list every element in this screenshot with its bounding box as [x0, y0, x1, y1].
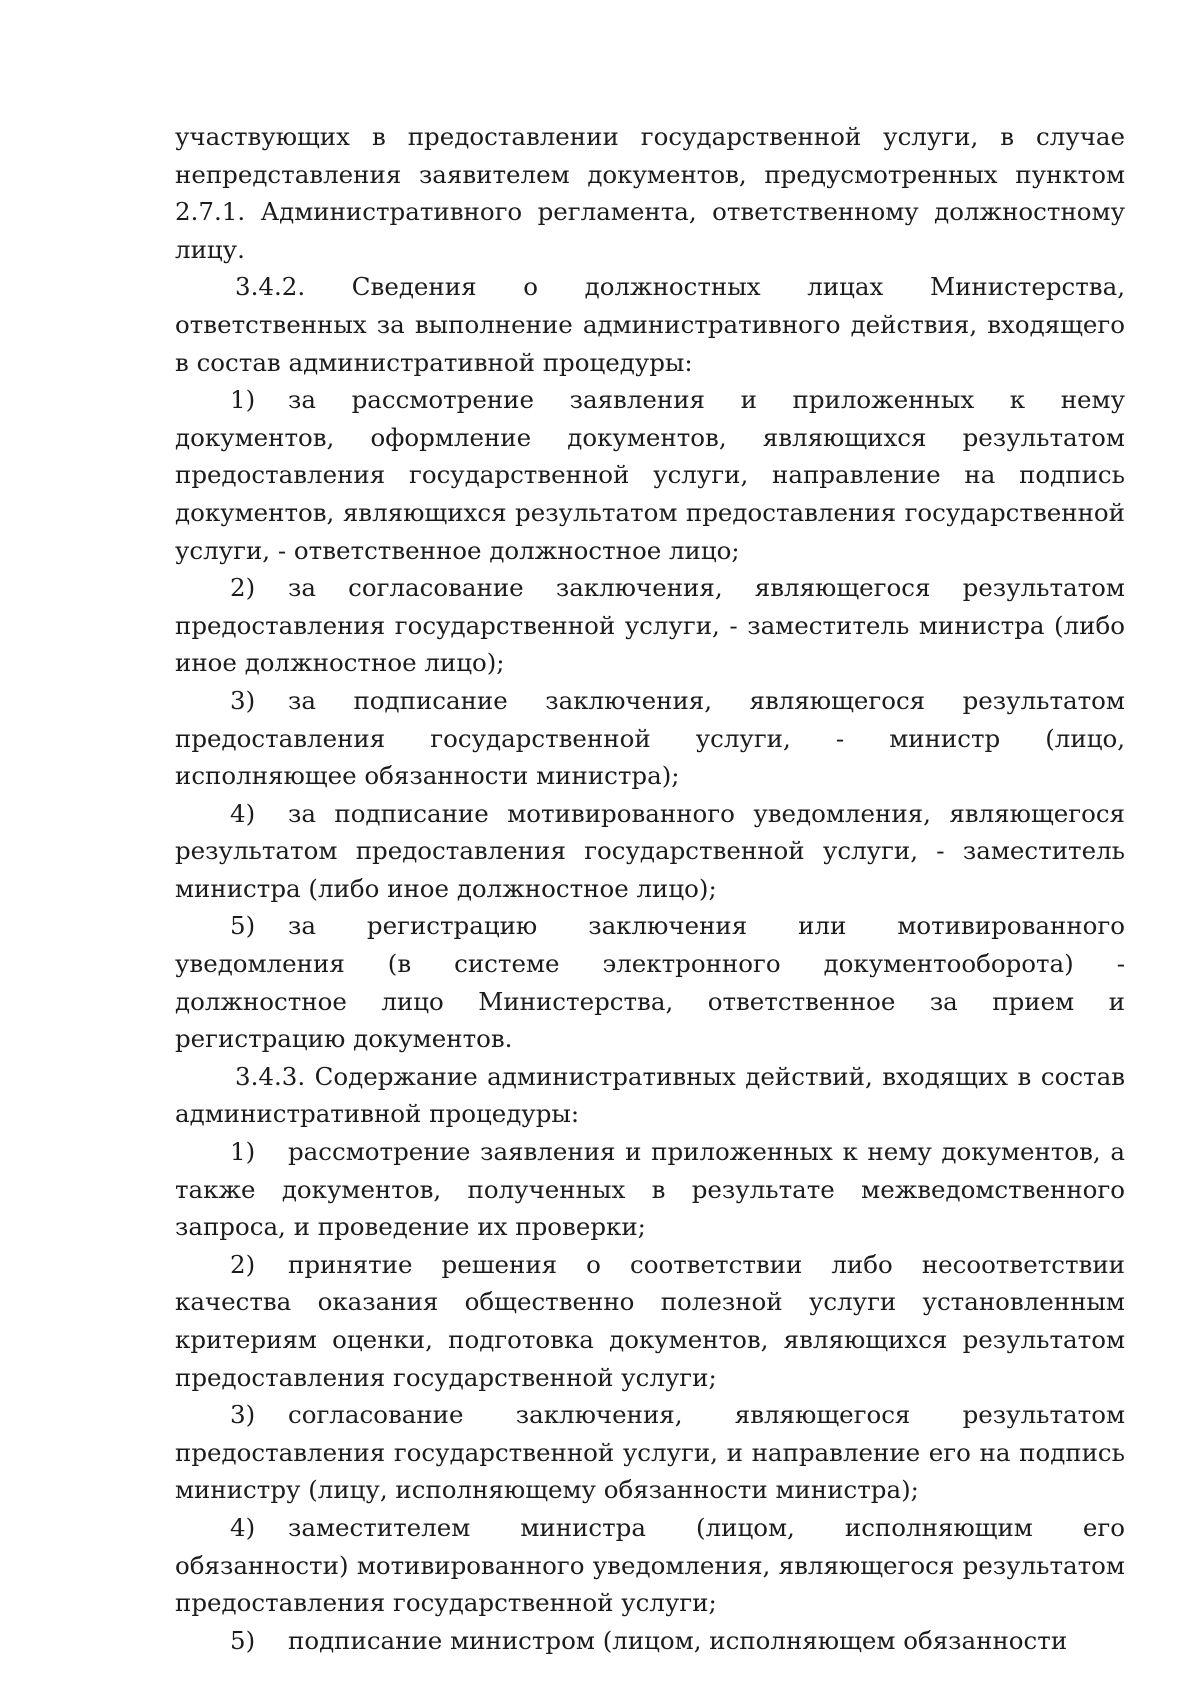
list-item [175, 1622, 1125, 1660]
list-item [175, 1396, 1125, 1509]
item-text: за рассмотрение заявления и приложенных к нему документов, оформление документов, являющихся результатом предоставления государственной услуги, направление на подпись документов, являющихся результатом предоставления государственной услуги, - ответственное должностное лицо; [175, 385, 1125, 565]
item-number: 2) [230, 1249, 256, 1279]
list-item [175, 795, 1125, 908]
section-heading-3-4-3: 3.4.3. Содержание административных действий, входящих в состав административной процедуры: [175, 1061, 1125, 1129]
item-text: согласование заключения, являющегося результатом предоставления государственной услуги, и направление его на подпись министру (лицу, исполняющему обязанности министра); [175, 1400, 1125, 1505]
list-item [175, 381, 1125, 569]
item-text: заместителем министра (лицом, исполняющим его обязанности) мотивированного уведомления, являющегося результатом предоставления государственной услуги; [175, 1512, 1125, 1618]
item-text: за регистрацию заключения или мотивированного уведомления (в системе электронного документооборота) - должностное лицо Министерства, ответственное за прием и регистрацию документов. [175, 911, 1125, 1054]
list-item [175, 907, 1125, 1057]
list-item [175, 1509, 1125, 1622]
item-number: 1) [230, 385, 256, 415]
intro-paragraph: участвующих в предоставлении государственной услуги, в случае непредставления заявителем документов, предусмотренных пунктом 2.7.1. Административного регламента, ответственному должностному лицу. [175, 122, 1125, 264]
item-number: 2) [230, 573, 256, 603]
list-item [175, 1133, 1125, 1246]
item-number: 3) [230, 685, 256, 715]
item-number: 3) [230, 1400, 256, 1430]
document-page [175, 118, 1125, 1659]
list-item [175, 1246, 1125, 1396]
item-number: 5) [230, 1625, 256, 1655]
list-item [175, 682, 1125, 795]
item-text: за подписание мотивированного уведомления, являющегося результатом предоставления государственной услуги, - заместитель министра (либо иное должностное лицо); [175, 798, 1125, 903]
item-text: принятие решения о соответствии либо несоответствии качества оказания общественно полезной услуги установленным критериям оценки, подготовка документов, являющихся результатом предоставления государственной услуги; [175, 1249, 1125, 1392]
section-heading-3-4-2: 3.4.2. Сведения о должностных лицах Министерства, ответственных за выполнение административного действия, входящего в состав административной процедуры: [175, 272, 1125, 377]
item-number: 4) [230, 798, 256, 828]
item-text: подписание министром (лицом, исполняющем обязанности [288, 1625, 1068, 1655]
item-text: за подписание заключения, являющегося результатом предоставления государственной услуги, - министр (лицо, исполняющее обязанности министра); [175, 685, 1125, 791]
item-number: 5) [230, 911, 256, 941]
item-text: за согласование заключения, являющегося результатом предоставления государственной услуги, - заместитель министра (либо иное должностное лицо); [175, 573, 1125, 678]
item-text: рассмотрение заявления и приложенных к нему документов, а также документов, полученных в результате межведомственного запроса, и проведение их проверки; [175, 1137, 1125, 1242]
item-number: 4) [230, 1512, 256, 1542]
list-item [175, 569, 1125, 682]
item-number: 1) [230, 1137, 256, 1167]
